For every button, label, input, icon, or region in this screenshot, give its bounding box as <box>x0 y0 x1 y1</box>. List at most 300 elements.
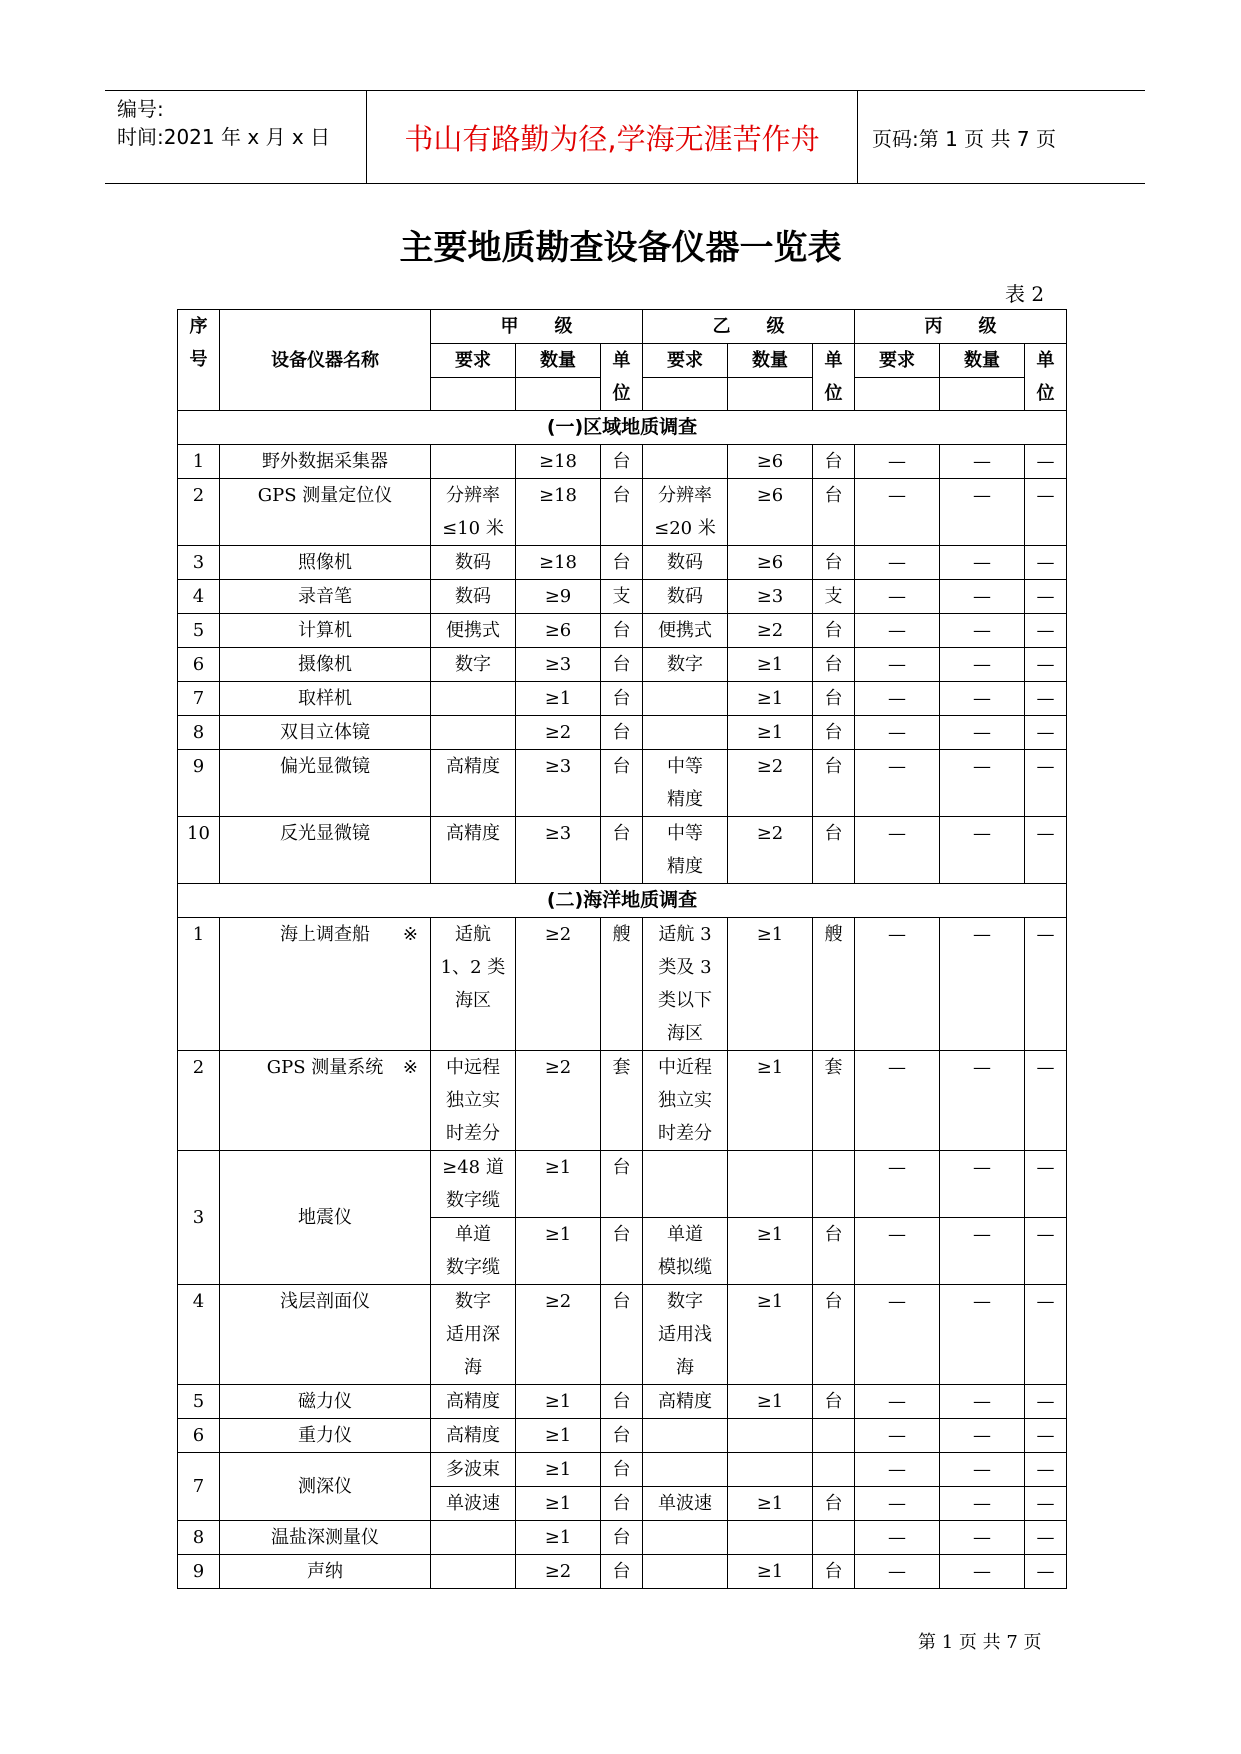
equipment-name-text: 浅层剖面仪 <box>280 1291 370 1312</box>
table-row <box>178 1419 1067 1453</box>
cell-b-qty: ≥6 <box>728 546 813 580</box>
cell-b-req <box>643 1453 728 1487</box>
cell-a-qty: ≥1 <box>516 682 601 716</box>
cell-c-unit: — <box>1025 1385 1067 1419</box>
equipment-name <box>220 817 431 884</box>
cell-a-qty: ≥1 <box>516 1419 601 1453</box>
cell-a-qty: ≥6 <box>516 614 601 648</box>
number-label: 编号: <box>117 97 164 121</box>
cell-a-req: 分辨率 ≤10 米 <box>431 479 516 546</box>
cell-b-unit: 台 <box>813 614 855 648</box>
cell-b-unit: 台 <box>813 479 855 546</box>
col-name: 设备仪器名称 <box>220 310 431 411</box>
cell-b-unit: 台 <box>813 1385 855 1419</box>
cell-c-unit: — <box>1025 1453 1067 1487</box>
cell-c-unit: — <box>1025 1051 1067 1151</box>
equipment-name-text: 声纳 <box>307 1561 343 1582</box>
cell-b-req: 单波速 <box>643 1487 728 1521</box>
cell-c-unit: — <box>1025 445 1067 479</box>
cell-b-unit: 台 <box>813 716 855 750</box>
row-number: 6 <box>178 1419 220 1453</box>
cell-a-unit: 台 <box>601 479 643 546</box>
cell-c-unit: — <box>1025 1555 1067 1589</box>
cell-a-unit: 艘 <box>601 918 643 1051</box>
cell-c-unit: — <box>1025 1218 1067 1285</box>
cell-c-unit: — <box>1025 1521 1067 1555</box>
table-row <box>178 1151 1067 1218</box>
cell-a-unit: 台 <box>601 817 643 884</box>
cell-b-qty: ≥1 <box>728 1385 813 1419</box>
cell-a-req <box>431 716 516 750</box>
cell-c-req: — <box>855 479 940 546</box>
cell-a-unit: 台 <box>601 1218 643 1285</box>
cell-a-qty: ≥3 <box>516 817 601 884</box>
cell-b-req: 便携式 <box>643 614 728 648</box>
cell-c-unit: — <box>1025 479 1067 546</box>
cell-c-unit: — <box>1025 648 1067 682</box>
cell-a-unit: 台 <box>601 546 643 580</box>
cell-b-req: 中等 精度 <box>643 817 728 884</box>
cell-c-req: — <box>855 1218 940 1285</box>
cell-c-qty: — <box>940 682 1025 716</box>
cell-b-unit <box>813 1521 855 1555</box>
equipment-name <box>220 750 431 817</box>
row-number: 10 <box>178 817 220 884</box>
cell-c-qty: — <box>940 445 1025 479</box>
cell-a-unit: 台 <box>601 1151 643 1218</box>
equipment-name-text: 偏光显微镜 <box>280 756 370 777</box>
cell-a-req <box>431 1521 516 1555</box>
cell-b-unit: 台 <box>813 1218 855 1285</box>
cell-c-req: — <box>855 1419 940 1453</box>
row-number: 4 <box>178 580 220 614</box>
sub-req: 要求 <box>855 344 940 378</box>
cell-b-qty: ≥2 <box>728 817 813 884</box>
cell-c-req: — <box>855 614 940 648</box>
section-row <box>178 411 1067 445</box>
row-number: 6 <box>178 648 220 682</box>
reference-mark: ※ <box>402 924 418 945</box>
cell-a-qty: ≥2 <box>516 1555 601 1589</box>
cell-a-req: 高精度 <box>431 750 516 817</box>
equipment-name-text: 计算机 <box>298 620 352 641</box>
reference-mark: ※ <box>402 1057 418 1078</box>
sub-req: 要求 <box>643 344 728 378</box>
equipment-name-text: 摄像机 <box>298 654 352 675</box>
cell-a-unit: 台 <box>601 1521 643 1555</box>
equipment-name-text: 照像机 <box>298 552 352 573</box>
cell-a-req: 数字 <box>431 648 516 682</box>
cell-a-unit: 台 <box>601 750 643 817</box>
table-row <box>178 1555 1067 1589</box>
cell-b-unit <box>813 1453 855 1487</box>
sub-qty: 数量 <box>728 344 813 378</box>
cell-c-qty: — <box>940 918 1025 1051</box>
row-number: 9 <box>178 1555 220 1589</box>
table-row <box>178 1453 1067 1487</box>
cell-c-qty: — <box>940 1419 1025 1453</box>
cell-b-qty: ≥6 <box>728 479 813 546</box>
cell-c-qty: — <box>940 580 1025 614</box>
cell-a-req: 中远程 独立实 时差分 <box>431 1051 516 1151</box>
cell-c-unit: — <box>1025 1151 1067 1218</box>
cell-c-qty: — <box>940 817 1025 884</box>
cell-a-req <box>431 682 516 716</box>
row-number: 4 <box>178 1285 220 1385</box>
cell-b-req: 数字 <box>643 648 728 682</box>
cell-b-unit: 台 <box>813 817 855 884</box>
cell-c-unit: — <box>1025 1285 1067 1385</box>
sub-qty: 数量 <box>940 344 1025 378</box>
equipment-name-text: 取样机 <box>298 688 352 709</box>
equipment-name-text: 双目立体镜 <box>280 722 370 743</box>
cell-c-qty: — <box>940 648 1025 682</box>
cell-c-unit: — <box>1025 546 1067 580</box>
equipment-name <box>220 716 431 750</box>
cell-b-qty: ≥1 <box>728 1285 813 1385</box>
cell-a-qty: ≥1 <box>516 1487 601 1521</box>
row-number: 5 <box>178 614 220 648</box>
cell-b-qty: ≥1 <box>728 716 813 750</box>
cell-b-req <box>643 1419 728 1453</box>
cell-c-unit: — <box>1025 750 1067 817</box>
cell-b-qty: ≥2 <box>728 614 813 648</box>
table-row <box>178 479 1067 546</box>
cell-a-qty: ≥18 <box>516 445 601 479</box>
header-row <box>178 310 1067 344</box>
cell-c-req: — <box>855 1487 940 1521</box>
cell-a-unit: 台 <box>601 1487 643 1521</box>
cell-a-req: 便携式 <box>431 614 516 648</box>
cell-b-qty: ≥6 <box>728 445 813 479</box>
cell-b-unit <box>813 1151 855 1218</box>
cell-b-qty <box>728 1419 813 1453</box>
cell-c-req: — <box>855 716 940 750</box>
cell-a-qty: ≥18 <box>516 546 601 580</box>
cell-a-req: 高精度 <box>431 1385 516 1419</box>
cell-c-unit: — <box>1025 716 1067 750</box>
header-motto: 书山有路勤为径,学海无涯苦作舟 <box>367 91 858 183</box>
cell-a-qty: ≥9 <box>516 580 601 614</box>
cell-b-qty: ≥2 <box>728 750 813 817</box>
table-number: 表 2 <box>1005 282 1045 306</box>
equipment-name-text: 测深仪 <box>298 1476 352 1497</box>
cell-b-req <box>643 1151 728 1218</box>
cell-b-req <box>643 716 728 750</box>
cell-c-qty: — <box>940 479 1025 546</box>
cell-a-req: 数字 适用深 海 <box>431 1285 516 1385</box>
cell-a-unit: 台 <box>601 682 643 716</box>
cell-c-qty: — <box>940 1285 1025 1385</box>
cell-c-qty: — <box>940 1521 1025 1555</box>
equipment-name <box>220 1151 431 1285</box>
cell-a-unit: 台 <box>601 445 643 479</box>
cell-b-qty <box>728 1151 813 1218</box>
cell-b-unit: 艘 <box>813 918 855 1051</box>
cell-c-qty: — <box>940 546 1025 580</box>
cell-c-req: — <box>855 1385 940 1419</box>
header-meta <box>105 91 367 183</box>
cell-a-req: 数码 <box>431 546 516 580</box>
sub-unit: 单 位 <box>813 344 855 411</box>
cell-c-req: — <box>855 1453 940 1487</box>
cell-c-qty: — <box>940 1218 1025 1285</box>
cell-a-unit: 台 <box>601 1555 643 1589</box>
sub-spacer <box>855 378 940 411</box>
table-row <box>178 648 1067 682</box>
cell-b-qty <box>728 1453 813 1487</box>
row-number: 7 <box>178 1453 220 1521</box>
row-number: 1 <box>178 918 220 1051</box>
cell-c-req: — <box>855 1285 940 1385</box>
table-row <box>178 716 1067 750</box>
cell-a-unit: 套 <box>601 1051 643 1151</box>
cell-c-req: — <box>855 1555 940 1589</box>
table-row <box>178 1051 1067 1151</box>
cell-c-qty: — <box>940 1487 1025 1521</box>
cell-b-qty: ≥1 <box>728 682 813 716</box>
document-title: 主要地质勘查设备仪器一览表 <box>399 228 842 268</box>
cell-c-qty: — <box>940 1453 1025 1487</box>
cell-a-unit: 支 <box>601 580 643 614</box>
cell-a-qty: ≥1 <box>516 1453 601 1487</box>
table-row <box>178 750 1067 817</box>
cell-b-unit: 台 <box>813 1285 855 1385</box>
cell-c-req: — <box>855 648 940 682</box>
row-number: 2 <box>178 1051 220 1151</box>
cell-b-req <box>643 445 728 479</box>
cell-c-req: — <box>855 445 940 479</box>
table-row <box>178 1385 1067 1419</box>
table-row <box>178 580 1067 614</box>
cell-b-req <box>643 682 728 716</box>
equipment-name <box>220 1453 431 1521</box>
cell-a-qty: ≥1 <box>516 1218 601 1285</box>
equipment-name <box>220 1051 431 1151</box>
equipment-name-text: 重力仪 <box>298 1425 352 1446</box>
cell-b-unit: 台 <box>813 682 855 716</box>
equipment-name-text: 录音笔 <box>298 586 352 607</box>
table-row <box>178 1285 1067 1385</box>
row-number: 3 <box>178 1151 220 1285</box>
row-number: 9 <box>178 750 220 817</box>
table-row <box>178 918 1067 1051</box>
cell-b-qty: ≥1 <box>728 1218 813 1285</box>
equipment-table <box>177 309 1067 1589</box>
cell-a-unit: 台 <box>601 1285 643 1385</box>
cell-b-unit <box>813 1419 855 1453</box>
cell-b-unit: 台 <box>813 546 855 580</box>
cell-c-req: — <box>855 1151 940 1218</box>
table-row <box>178 682 1067 716</box>
cell-c-req: — <box>855 546 940 580</box>
cell-a-unit: 台 <box>601 614 643 648</box>
cell-b-req: 中近程 独立实 时差分 <box>643 1051 728 1151</box>
cell-a-qty: ≥2 <box>516 1285 601 1385</box>
cell-b-qty: ≥1 <box>728 1487 813 1521</box>
cell-b-req <box>643 1555 728 1589</box>
cell-b-req <box>643 1521 728 1555</box>
sub-spacer <box>431 378 516 411</box>
cell-a-unit: 台 <box>601 716 643 750</box>
cell-b-unit: 套 <box>813 1051 855 1151</box>
cell-c-req: — <box>855 580 940 614</box>
table-row <box>178 614 1067 648</box>
row-number: 7 <box>178 682 220 716</box>
cell-c-req: — <box>855 1051 940 1151</box>
cell-b-req: 数码 <box>643 580 728 614</box>
sub-spacer <box>940 378 1025 411</box>
sub-req: 要求 <box>431 344 516 378</box>
cell-c-req: — <box>855 682 940 716</box>
cell-b-req: 分辨率 ≤20 米 <box>643 479 728 546</box>
cell-c-qty: — <box>940 1555 1025 1589</box>
cell-c-qty: — <box>940 614 1025 648</box>
cell-b-unit: 台 <box>813 445 855 479</box>
cell-c-unit: — <box>1025 817 1067 884</box>
cell-a-qty: ≥2 <box>516 1051 601 1151</box>
cell-a-qty: ≥2 <box>516 716 601 750</box>
cell-a-qty: ≥2 <box>516 918 601 1051</box>
cell-b-qty: ≥1 <box>728 1051 813 1151</box>
cell-c-req: — <box>855 918 940 1051</box>
cell-a-unit: 台 <box>601 1453 643 1487</box>
sub-spacer <box>643 378 728 411</box>
cell-c-qty: — <box>940 1051 1025 1151</box>
row-number: 1 <box>178 445 220 479</box>
page-footer: 第 1 页 共 7 页 <box>918 1632 1042 1653</box>
equipment-name <box>220 682 431 716</box>
cell-a-req: 高精度 <box>431 1419 516 1453</box>
table-row <box>178 546 1067 580</box>
row-number: 8 <box>178 716 220 750</box>
cell-a-qty: ≥1 <box>516 1521 601 1555</box>
cell-a-qty: ≥18 <box>516 479 601 546</box>
cell-c-unit: — <box>1025 1487 1067 1521</box>
section-title: (一)区域地质调查 <box>178 411 1067 445</box>
cell-c-qty: — <box>940 1151 1025 1218</box>
cell-c-req: — <box>855 817 940 884</box>
cell-b-req: 中等 精度 <box>643 750 728 817</box>
equipment-name <box>220 445 431 479</box>
equipment-name-text: 反光显微镜 <box>280 823 370 844</box>
section-row <box>178 884 1067 918</box>
cell-a-unit: 台 <box>601 648 643 682</box>
grade-a: 甲 级 <box>431 310 643 344</box>
equipment-name <box>220 1285 431 1385</box>
cell-b-unit: 台 <box>813 648 855 682</box>
equipment-name <box>220 648 431 682</box>
cell-c-unit: — <box>1025 580 1067 614</box>
grade-c: 丙 级 <box>855 310 1067 344</box>
cell-b-qty: ≥3 <box>728 580 813 614</box>
col-seq: 序 号 <box>178 310 220 411</box>
cell-c-unit: — <box>1025 682 1067 716</box>
cell-b-qty: ≥1 <box>728 648 813 682</box>
sub-spacer <box>728 378 813 411</box>
cell-a-req: ≥48 道 数字缆 <box>431 1151 516 1218</box>
cell-a-req: 高精度 <box>431 817 516 884</box>
time-label: 时间:2021 年 x 月 x 日 <box>117 125 331 149</box>
header-page-code: 页码:第 1 页 共 7 页 <box>872 126 1056 151</box>
equipment-name-text: GPS 测量系统 <box>266 1057 384 1078</box>
cell-a-req: 数码 <box>431 580 516 614</box>
table-row <box>178 817 1067 884</box>
cell-b-unit: 台 <box>813 1555 855 1589</box>
cell-b-req: 适航 3 类及 3 类以下 海区 <box>643 918 728 1051</box>
cell-a-qty: ≥3 <box>516 750 601 817</box>
equipment-name-text: 磁力仪 <box>298 1391 352 1412</box>
cell-b-unit: 台 <box>813 750 855 817</box>
sub-unit: 单 位 <box>601 344 643 411</box>
cell-c-req: — <box>855 750 940 817</box>
cell-a-req: 多波束 <box>431 1453 516 1487</box>
equipment-name-text: GPS 测量定位仪 <box>257 485 393 506</box>
cell-b-qty <box>728 1521 813 1555</box>
equipment-name <box>220 918 431 1051</box>
cell-a-unit: 台 <box>601 1419 643 1453</box>
section-title: (二)海洋地质调查 <box>178 884 1067 918</box>
cell-a-req: 单波速 <box>431 1487 516 1521</box>
cell-b-unit: 台 <box>813 1487 855 1521</box>
equipment-name <box>220 580 431 614</box>
equipment-name-text: 海上调查船 <box>280 924 370 945</box>
cell-c-unit: — <box>1025 1419 1067 1453</box>
equipment-name <box>220 1419 431 1453</box>
cell-a-req: 适航 1、2 类 海区 <box>431 918 516 1051</box>
cell-b-req: 单道 模拟缆 <box>643 1218 728 1285</box>
cell-a-unit: 台 <box>601 1385 643 1419</box>
row-number: 8 <box>178 1521 220 1555</box>
cell-c-req: — <box>855 1521 940 1555</box>
sub-qty: 数量 <box>516 344 601 378</box>
cell-b-qty: ≥1 <box>728 1555 813 1589</box>
sub-unit: 单 位 <box>1025 344 1067 411</box>
cell-b-unit: 支 <box>813 580 855 614</box>
cell-a-qty: ≥1 <box>516 1385 601 1419</box>
cell-a-qty: ≥1 <box>516 1151 601 1218</box>
equipment-name-text: 野外数据采集器 <box>262 451 388 472</box>
cell-a-req <box>431 445 516 479</box>
cell-a-req <box>431 1555 516 1589</box>
equipment-name-text: 地震仪 <box>298 1207 352 1228</box>
table-row <box>178 445 1067 479</box>
row-number: 2 <box>178 479 220 546</box>
cell-a-qty: ≥3 <box>516 648 601 682</box>
cell-c-qty: — <box>940 716 1025 750</box>
equipment-name <box>220 479 431 546</box>
page-header <box>105 90 1145 184</box>
equipment-name <box>220 546 431 580</box>
cell-b-req: 数字 适用浅 海 <box>643 1285 728 1385</box>
grade-b: 乙 级 <box>643 310 855 344</box>
cell-c-qty: — <box>940 750 1025 817</box>
table-row <box>178 1521 1067 1555</box>
cell-b-req: 高精度 <box>643 1385 728 1419</box>
equipment-name-text: 温盐深测量仪 <box>271 1527 379 1548</box>
equipment-name <box>220 1521 431 1555</box>
cell-b-req: 数码 <box>643 546 728 580</box>
cell-c-unit: — <box>1025 918 1067 1051</box>
equipment-name <box>220 1555 431 1589</box>
sub-spacer <box>516 378 601 411</box>
cell-c-qty: — <box>940 1385 1025 1419</box>
equipment-name <box>220 614 431 648</box>
equipment-name <box>220 1385 431 1419</box>
row-number: 5 <box>178 1385 220 1419</box>
cell-b-qty: ≥1 <box>728 918 813 1051</box>
row-number: 3 <box>178 546 220 580</box>
